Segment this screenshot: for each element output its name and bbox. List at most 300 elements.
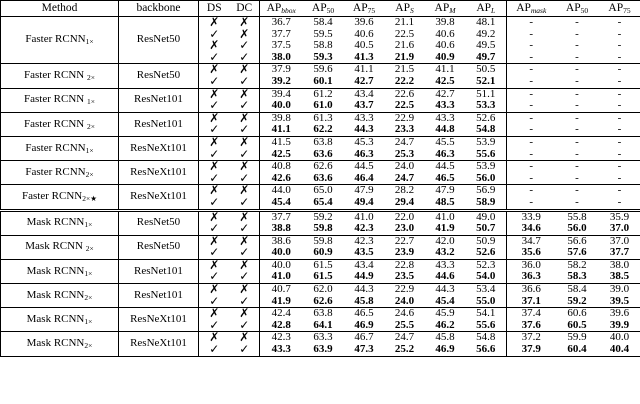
value-cell: 59.2 <box>313 210 333 223</box>
value-cell: - <box>599 149 640 161</box>
value-cell: 46.3 <box>344 149 385 161</box>
value-cell: 52.6 <box>466 247 507 259</box>
value-cell: 41.9 <box>425 223 466 235</box>
value-cell: - <box>556 173 599 185</box>
value-cell: 37.9 <box>507 344 556 356</box>
dc-cell: ✓ <box>230 320 260 332</box>
value-cell: - <box>617 39 622 52</box>
value-cell: 60.4 <box>556 344 599 356</box>
value-cell: 25.3 <box>385 149 425 161</box>
header-backbone: backbone <box>119 1 199 17</box>
value-cell: 53.9 <box>466 136 507 148</box>
value-cell: 44.9 <box>344 271 385 283</box>
value-cell: 46.3 <box>425 149 466 161</box>
ds-cell: ✓ <box>199 223 230 235</box>
value-cell: 37.1 <box>507 296 556 308</box>
ds-cell: ✓ <box>199 344 230 356</box>
value-cell: 52.6 <box>466 112 507 124</box>
value-cell: 42.5 <box>260 149 303 161</box>
dc-cell: ✗ <box>230 259 260 271</box>
dc-cell: ✓ <box>230 247 260 259</box>
backbone-cell: ResNet50 <box>119 64 199 88</box>
dc-cell: ✓ <box>230 223 260 235</box>
value-cell: 59.6 <box>313 63 333 76</box>
value-cell: 61.0 <box>303 100 344 112</box>
value-cell: 41.1 <box>435 63 455 76</box>
value-cell: 42.8 <box>260 320 303 332</box>
value-cell: 45.8 <box>435 331 455 344</box>
value-cell: 63.8 <box>313 307 333 320</box>
value-cell: 25.5 <box>385 320 425 332</box>
value-cell: 60.1 <box>303 76 344 88</box>
value-cell: 46.4 <box>344 173 385 185</box>
value-cell: 55.6 <box>466 320 507 332</box>
value-cell: - <box>617 63 622 76</box>
value-cell: 40.9 <box>425 52 466 64</box>
backbone-cell: ResNet50 <box>119 235 199 259</box>
value-cell: - <box>599 173 640 185</box>
value-cell: 44.0 <box>271 184 291 197</box>
value-cell: 63.6 <box>303 173 344 185</box>
value-cell: - <box>507 52 556 64</box>
value-cell: 61.2 <box>313 87 333 100</box>
ds-cell: ✓ <box>199 76 230 88</box>
value-cell: 22.9 <box>394 283 415 296</box>
value-cell: 62.6 <box>303 296 344 308</box>
value-cell: 55.6 <box>466 149 507 161</box>
value-cell: 40.0 <box>609 331 630 344</box>
value-cell: 43.3 <box>354 111 374 124</box>
value-cell: 42.3 <box>271 331 291 344</box>
value-cell: 41.0 <box>435 210 455 223</box>
method-cell: Faster RCNN $_{1\times}$ <box>1 88 119 112</box>
value-cell: 61.3 <box>313 111 333 124</box>
value-cell: 50.5 <box>466 64 507 76</box>
value-cell: - <box>529 111 534 124</box>
dc-cell: ✗ <box>230 64 260 76</box>
dc-cell: ✓ <box>230 173 260 185</box>
value-cell: - <box>529 135 534 148</box>
method-cell: Mask $RCNN_{2\times}$ <box>1 332 119 356</box>
value-cell: - <box>617 87 622 100</box>
value-cell: 58.8 <box>313 39 333 52</box>
value-cell: 47.9 <box>354 184 374 197</box>
method-cell: Mask $RCNN_{1\times}$ <box>1 259 119 283</box>
value-cell: 37.5 <box>271 39 291 52</box>
value-cell: 45.8 <box>344 296 385 308</box>
value-cell: 36.6 <box>521 283 541 296</box>
value-cell: 41.1 <box>354 63 374 76</box>
ds-cell: ✗ <box>209 233 220 248</box>
value-cell: 50.9 <box>466 235 507 247</box>
value-cell: 45.9 <box>435 307 455 320</box>
ds-cell: ✓ <box>199 296 230 308</box>
value-cell: 21.6 <box>394 39 415 52</box>
value-cell: 46.7 <box>354 331 374 344</box>
dc-cell: ✓ <box>230 296 260 308</box>
value-cell: 42.3 <box>344 223 385 235</box>
value-cell: 37.7 <box>271 210 291 223</box>
value-cell: 49.5 <box>466 40 507 52</box>
value-cell: 59.5 <box>313 27 333 40</box>
value-cell: - <box>599 100 640 112</box>
value-cell: 42.6 <box>260 173 303 185</box>
backbone-cell: ResNeXt101 <box>119 136 199 160</box>
value-cell: 42.4 <box>271 307 291 320</box>
ds-cell: ✗ <box>209 209 220 224</box>
value-cell: 57.6 <box>556 247 599 259</box>
value-cell: 41.5 <box>271 135 291 148</box>
method-cell: Faster RCNN $_{2\times}$ <box>1 64 119 88</box>
dc-cell: ✗ <box>230 136 260 148</box>
value-cell: 47.9 <box>435 184 455 197</box>
value-cell: 39.5 <box>599 296 640 308</box>
value-cell: 60.5 <box>556 320 599 332</box>
value-cell: 40.4 <box>599 344 640 356</box>
value-cell: 24.7 <box>394 135 415 148</box>
value-cell: 24.0 <box>394 160 415 173</box>
value-cell: - <box>617 111 622 124</box>
value-cell: - <box>529 27 534 40</box>
dc-cell: ✓ <box>230 271 260 283</box>
value-cell: 36.3 <box>507 271 556 283</box>
value-cell: 23.5 <box>385 271 425 283</box>
value-cell: - <box>575 184 579 197</box>
value-cell: 49.4 <box>344 197 385 210</box>
value-cell: 39.4 <box>271 87 291 100</box>
dc-cell: ✗ <box>230 112 260 124</box>
header-ap-l: $AP_L$ <box>466 1 507 17</box>
value-cell: 60.6 <box>567 307 587 320</box>
value-cell: - <box>617 184 622 197</box>
value-cell: - <box>556 100 599 112</box>
value-cell: 38.0 <box>609 258 630 271</box>
value-cell: - <box>556 52 599 64</box>
method-cell: Mask $RCNN_{2\times}$ <box>1 284 119 308</box>
value-cell: 60.9 <box>303 247 344 259</box>
ds-cell: ✗ <box>209 86 220 101</box>
value-cell: 44.5 <box>354 160 374 173</box>
value-cell: - <box>507 149 556 161</box>
value-cell: 55.8 <box>567 210 587 223</box>
value-cell: - <box>617 135 622 148</box>
value-cell: - <box>529 63 534 76</box>
value-cell: - <box>617 27 622 40</box>
value-cell: 42.5 <box>425 76 466 88</box>
value-cell: 29.4 <box>385 197 425 210</box>
value-cell: 56.0 <box>556 223 599 235</box>
value-cell: 46.9 <box>344 320 385 332</box>
header-ap75-mask: $AP_{75}$ <box>599 1 640 17</box>
value-cell: 21.1 <box>394 16 415 28</box>
value-cell: 24.7 <box>385 173 425 185</box>
value-cell: 44.3 <box>354 283 374 296</box>
value-cell: - <box>575 160 579 173</box>
value-cell: 44.3 <box>435 283 455 296</box>
ds-cell: ✓ <box>199 149 230 161</box>
value-cell: - <box>529 87 534 100</box>
dc-cell: ✓ <box>230 40 260 52</box>
value-cell: 40.0 <box>260 247 303 259</box>
dc-cell: ✓ <box>230 149 260 161</box>
value-cell: 44.8 <box>425 124 466 136</box>
value-cell: 38.6 <box>271 234 291 247</box>
value-cell: 45.4 <box>260 197 303 210</box>
value-cell: 39.6 <box>609 307 630 320</box>
value-cell: - <box>529 184 534 197</box>
method-cell: Faster RCNN $_{2\times}$ <box>1 112 119 136</box>
backbone-cell: ResNet101 <box>119 112 199 136</box>
value-cell: 43.3 <box>435 258 455 271</box>
method-cell: Faster $RCNN_{2\times★}$ <box>1 185 119 210</box>
ds-cell: ✓ <box>199 52 230 64</box>
dc-cell: ✓ <box>230 344 260 356</box>
value-cell: 58.2 <box>567 258 587 271</box>
ds-cell: ✗ <box>209 183 220 198</box>
ds-cell: ✗ <box>209 282 220 297</box>
table-body <box>1 17 640 357</box>
value-cell: 45.5 <box>435 135 455 148</box>
value-cell: 63.8 <box>313 135 333 148</box>
ds-cell: ✗ <box>209 159 220 174</box>
value-cell: - <box>507 100 556 112</box>
value-cell: - <box>599 52 640 64</box>
dc-cell: ✓ <box>230 197 260 210</box>
method-cell: Mask $RCNN_{1\times}$ <box>1 308 119 332</box>
value-cell: 46.9 <box>425 344 466 356</box>
value-cell: 41.3 <box>344 52 385 64</box>
ds-cell: ✓ <box>199 271 230 283</box>
dc-cell: ✗ <box>230 88 260 100</box>
ds-cell: ✓ <box>199 173 230 185</box>
value-cell: 62.6 <box>313 160 333 173</box>
method-cell: Faster $RCNN_{1\times}$ <box>1 17 119 64</box>
value-cell: 53.9 <box>466 161 507 173</box>
value-cell: 23.9 <box>385 247 425 259</box>
value-cell: 41.9 <box>260 296 303 308</box>
value-cell: - <box>507 76 556 88</box>
backbone-cell: ResNet50 <box>119 17 199 64</box>
value-cell: 38.5 <box>599 271 640 283</box>
value-cell: 48.5 <box>425 197 466 210</box>
method-cell: Faster $RCNN_{2\times}$ <box>1 161 119 185</box>
value-cell: 24.0 <box>385 296 425 308</box>
value-cell: 52.1 <box>466 76 507 88</box>
value-cell: 55.0 <box>466 296 507 308</box>
method-cell: Mask $RCNN_{1\times}$ <box>1 210 119 235</box>
value-cell: 59.8 <box>303 223 344 235</box>
value-cell: 34.7 <box>521 234 541 247</box>
value-cell: 22.2 <box>385 76 425 88</box>
value-cell: 51.1 <box>466 88 507 100</box>
backbone-cell: ResNet50 <box>119 210 199 235</box>
value-cell: - <box>575 63 579 76</box>
value-cell: 65.4 <box>303 197 344 210</box>
value-cell: 40.6 <box>435 39 455 52</box>
header-ap-mask: $AP_{mask}$ <box>507 1 556 17</box>
value-cell: 58.4 <box>567 283 587 296</box>
value-cell: 38.8 <box>260 223 303 235</box>
value-cell: 37.6 <box>507 320 556 332</box>
value-cell: 40.0 <box>260 100 303 112</box>
value-cell: 41.1 <box>260 124 303 136</box>
value-cell: - <box>507 173 556 185</box>
value-cell: - <box>556 149 599 161</box>
value-cell: 47.3 <box>344 344 385 356</box>
value-cell: - <box>575 135 579 148</box>
dc-cell: ✗ <box>230 332 260 344</box>
value-cell: 54.1 <box>466 308 507 320</box>
value-cell: - <box>599 76 640 88</box>
backbone-cell: ResNeXt101 <box>119 308 199 332</box>
backbone-cell: ResNet101 <box>119 259 199 283</box>
value-cell: 54.8 <box>466 124 507 136</box>
value-cell: - <box>529 160 534 173</box>
value-cell: - <box>575 16 579 28</box>
ds-cell: ✗ <box>209 330 220 345</box>
value-cell: 35.6 <box>507 247 556 259</box>
value-cell: 61.5 <box>303 271 344 283</box>
value-cell: 63.3 <box>313 331 333 344</box>
value-cell: - <box>507 197 556 210</box>
value-cell: 44.5 <box>435 160 455 173</box>
value-cell: 40.7 <box>271 283 291 296</box>
value-cell: 64.1 <box>303 320 344 332</box>
value-cell: 59.8 <box>313 234 333 247</box>
value-cell: 22.7 <box>394 234 415 247</box>
value-cell: 58.9 <box>466 197 507 210</box>
value-cell: - <box>575 87 579 100</box>
value-cell: 44.6 <box>425 271 466 283</box>
value-cell: 58.3 <box>556 271 599 283</box>
dc-cell: ✗ <box>230 161 260 173</box>
value-cell: 37.9 <box>271 63 291 76</box>
value-cell: 56.6 <box>567 234 587 247</box>
value-cell: 63.6 <box>303 149 344 161</box>
value-cell: 37.7 <box>271 27 291 40</box>
value-cell: - <box>556 76 599 88</box>
value-cell: 23.3 <box>385 124 425 136</box>
value-cell: 39.9 <box>599 320 640 332</box>
backbone-cell: ResNeXt101 <box>119 161 199 185</box>
value-cell: - <box>556 197 599 210</box>
dc-cell: ✓ <box>230 52 260 64</box>
value-cell: 54.8 <box>466 332 507 344</box>
ds-cell: ✗ <box>209 62 220 77</box>
value-cell: 22.0 <box>394 210 415 223</box>
ds-cell: ✓ <box>199 197 230 210</box>
value-cell: 46.5 <box>425 173 466 185</box>
value-cell: 42.3 <box>354 234 374 247</box>
value-cell: 42.7 <box>344 76 385 88</box>
value-cell: 22.9 <box>394 111 415 124</box>
value-cell: 56.6 <box>466 344 507 356</box>
value-cell: 42.0 <box>435 234 455 247</box>
value-cell: 38.0 <box>260 52 303 64</box>
value-cell: 37.0 <box>599 223 640 235</box>
value-cell: 49.0 <box>466 210 507 223</box>
dc-cell: ✗ <box>230 29 260 41</box>
value-cell: 59.3 <box>303 52 344 64</box>
backbone-cell: ResNeXt101 <box>119 185 199 210</box>
value-cell: 43.3 <box>425 100 466 112</box>
backbone-cell: ResNeXt101 <box>119 332 199 356</box>
ds-cell: ✗ <box>209 257 220 272</box>
value-cell: 46.5 <box>354 307 374 320</box>
header-ap75: $AP_{75}$ <box>344 1 385 17</box>
value-cell: 56.9 <box>466 185 507 197</box>
value-cell: 22.5 <box>394 27 415 40</box>
header-ap-s: $AP_S$ <box>385 1 425 17</box>
header-ap50-mask: $AP_{50}$ <box>556 1 599 17</box>
header-method: Method <box>1 1 119 17</box>
value-cell: 65.0 <box>313 184 333 197</box>
value-cell: - <box>529 16 534 28</box>
value-cell: 22.5 <box>385 100 425 112</box>
value-cell: 22.6 <box>394 87 415 100</box>
value-cell: 39.8 <box>271 111 291 124</box>
value-cell: 40.8 <box>271 160 291 173</box>
value-cell: 22.8 <box>394 258 415 271</box>
value-cell: 33.9 <box>521 210 541 223</box>
value-cell: - <box>575 111 579 124</box>
dc-cell: ✗ <box>230 308 260 320</box>
value-cell: 39.6 <box>354 16 374 28</box>
value-cell: 43.4 <box>354 87 374 100</box>
header-row <box>1 1 640 17</box>
value-cell: - <box>575 27 579 40</box>
value-cell: 42.7 <box>435 87 455 100</box>
dc-cell: ✗ <box>230 17 260 29</box>
value-cell: - <box>617 16 622 28</box>
dc-cell: ✓ <box>230 100 260 112</box>
value-cell: 41.0 <box>354 210 374 223</box>
ds-cell: ✗ <box>209 38 220 53</box>
value-cell: 40.6 <box>435 27 455 40</box>
value-cell: 48.1 <box>466 17 507 29</box>
value-cell: 54.0 <box>466 271 507 283</box>
ds-cell: ✓ <box>199 100 230 112</box>
method-cell: Faster $RCNN_{1\times}$ <box>1 136 119 160</box>
value-cell: - <box>599 197 640 210</box>
value-cell: 44.3 <box>344 124 385 136</box>
value-cell: 24.7 <box>394 331 415 344</box>
value-cell: 43.4 <box>354 258 374 271</box>
value-cell: 45.3 <box>354 135 374 148</box>
value-cell: - <box>507 124 556 136</box>
header-ap50: $AP_{50}$ <box>303 1 344 17</box>
value-cell: 43.5 <box>344 247 385 259</box>
value-cell: 43.7 <box>344 100 385 112</box>
value-cell: - <box>556 124 599 136</box>
method-cell: Mask RCNN $_{2\times}$ <box>1 235 119 259</box>
value-cell: - <box>529 39 534 52</box>
value-cell: 46.2 <box>425 320 466 332</box>
value-cell: 40.5 <box>354 39 374 52</box>
value-cell: 37.4 <box>521 307 541 320</box>
value-cell: 21.5 <box>394 63 415 76</box>
value-cell: - <box>617 160 622 173</box>
header-ap-bbox: $AP_{bbox}$ <box>260 1 303 17</box>
ds-cell: ✗ <box>209 110 220 125</box>
dc-cell: ✗ <box>230 235 260 247</box>
value-cell: 52.3 <box>466 259 507 271</box>
ds-cell: ✗ <box>209 15 220 29</box>
value-cell: 49.2 <box>466 29 507 41</box>
value-cell: 40.0 <box>271 258 291 271</box>
ds-cell: ✓ <box>199 124 230 136</box>
backbone-cell: ResNet101 <box>119 284 199 308</box>
